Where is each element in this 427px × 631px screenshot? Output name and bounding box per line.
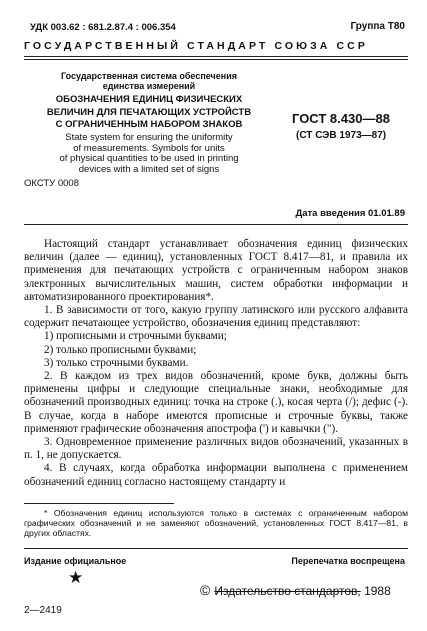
document-title bbox=[28, 94, 270, 132]
system-line: единства измерений bbox=[102, 81, 196, 91]
clause-4: 4. В случаях, когда обработка информации выполнена с применением обозначений единиц согласно настоящему стандарту и bbox=[24, 462, 408, 488]
footnote-text: * Обозначения единиц используются только в системах с ограниченным набором графических обозначений и не заменяют обозначений, установленных ГОСТ 8.417—81, в других областях. bbox=[24, 508, 408, 538]
star-icon: ★ bbox=[68, 568, 84, 587]
publisher: Издательство стандартов, bbox=[214, 584, 361, 598]
footnote-divider bbox=[24, 503, 174, 504]
english-line: State system for ensuring the uniformity bbox=[65, 132, 233, 143]
state-standard-heading: ГОСУДАРСТВЕННЫЙ СТАНДАРТ СОЮЗА ССР bbox=[24, 40, 368, 52]
list-item: 1) прописными и строчными буквами; bbox=[44, 330, 227, 343]
okstu-code: ОКСТУ 0008 bbox=[24, 178, 79, 189]
official-edition: Издание официальное bbox=[24, 556, 127, 566]
print-code: 2—2419 bbox=[24, 605, 62, 616]
udk-code: УДК 003.62 : 681.2.87.4 : 006.354 bbox=[30, 22, 176, 33]
footnote bbox=[24, 508, 408, 538]
copyright-icon: © bbox=[200, 582, 211, 598]
clause-3: 3. Одновременное применение различных видов обозначений, указанных в п. 1, не допускается. bbox=[24, 436, 408, 462]
effective-date: Дата введения 01.01.89 bbox=[295, 208, 405, 219]
main-text bbox=[24, 238, 408, 489]
divider-footer bbox=[24, 548, 408, 549]
divider-date bbox=[24, 224, 408, 225]
english-line: devices with a limited set of signs bbox=[78, 163, 220, 175]
gost-number: ГОСТ 8.430—88 bbox=[292, 111, 390, 126]
english-title bbox=[28, 133, 270, 175]
system-line: Государственная система обеспечения bbox=[61, 71, 237, 81]
group-label: Группа Т80 bbox=[350, 21, 405, 32]
divider-top-1 bbox=[24, 56, 408, 57]
divider-top-2 bbox=[24, 59, 408, 60]
system-name bbox=[28, 71, 270, 91]
title-line: ВЕЛИЧИН ДЛЯ ПЕЧАТАЮЩИХ УСТРОЙСТВ bbox=[46, 106, 252, 118]
clause-2: 2. В каждом из трех видов обозначений, кроме букв, должны быть применены цифры и следующие специальные знаки, необходимые для обозначений производных единиц: точка на строке (.), косая черта (/); дефис (-). В случае, когда в наборе имеются прописные и строчные буквы, также применяют графические обозначения апострофа (') и кавычки ("). bbox=[24, 370, 408, 435]
clause-1: 1. В зависимости от того, какую группу латинского или русского алфавита содержит печатающее устройство, обозначения единиц представляют: bbox=[24, 304, 408, 330]
english-line: of physical quantities to be used in printing bbox=[59, 153, 239, 164]
copyright-year: 1988 bbox=[364, 584, 391, 598]
title-line: С ОГРАНИЧЕННЫМ НАБОРОМ ЗНАКОВ bbox=[55, 119, 243, 130]
list-item: 3) только строчными буквами. bbox=[44, 356, 189, 369]
copyright bbox=[200, 582, 391, 598]
reprint-prohibited: Перепечатка воспрещена bbox=[291, 556, 405, 566]
st-sev-reference: (СТ СЭВ 1973—87) bbox=[296, 130, 387, 141]
english-line: of measurements. Symbols for units bbox=[73, 142, 225, 154]
intro-paragraph: Настоящий стандарт устанавливает обозначения единиц физических величин (далее — единиц), установленных ГОСТ 8.417—81, и правила их применения для печатающих устройств с ограниченным набором знаков электронных вычислительных машин, систем обработки информации и автоматизированного проектирования*. bbox=[24, 238, 408, 303]
title-line: ОБОЗНАЧЕНИЯ ЕДИНИЦ ФИЗИЧЕСКИХ bbox=[55, 94, 243, 105]
list-item: 2) только прописными буквами; bbox=[44, 343, 197, 356]
